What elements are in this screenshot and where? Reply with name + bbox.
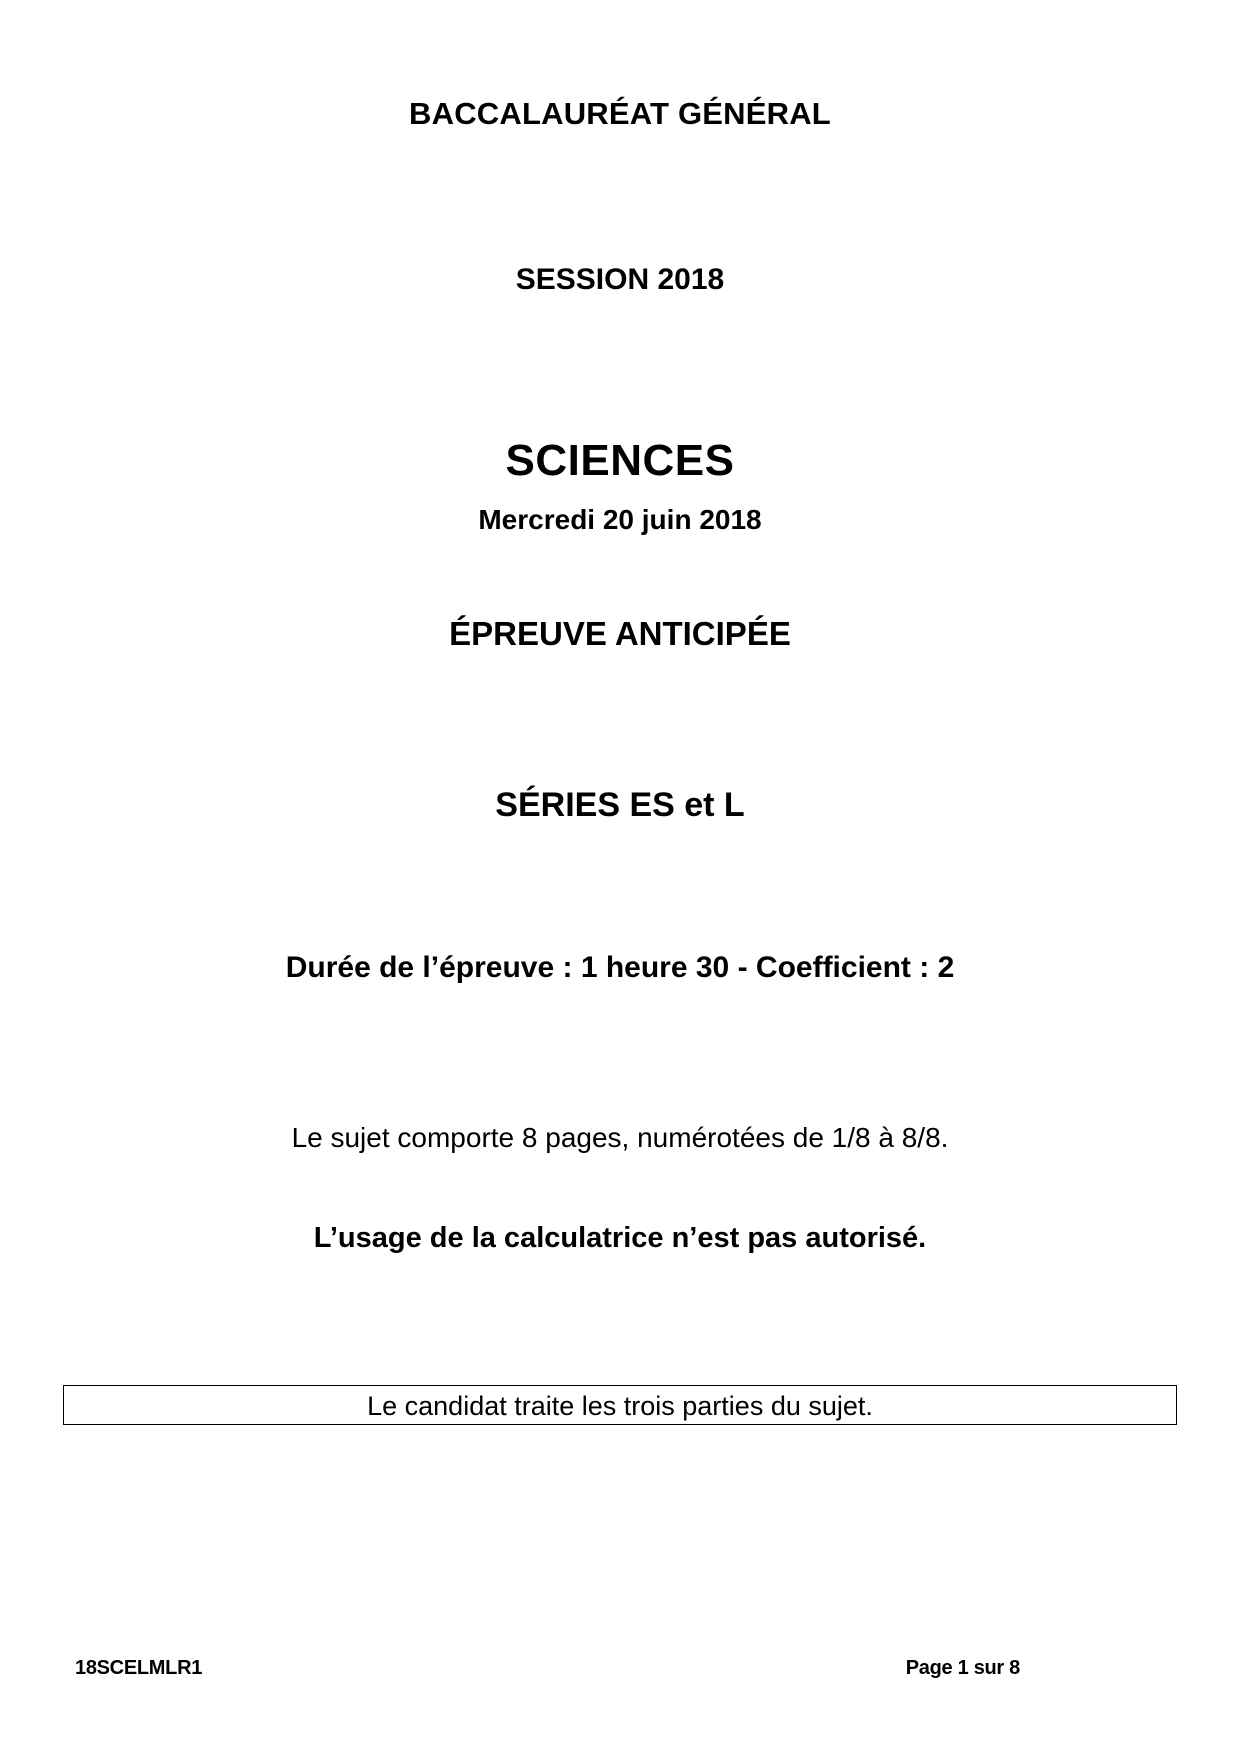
exam-title: BACCALAURÉAT GÉNÉRAL	[409, 96, 831, 131]
calculator-note: L’usage de la calculatrice n’est pas autorisé.	[313, 1222, 927, 1254]
footer-page-indicator: Page 1 sur 8	[905, 1657, 1020, 1679]
instruction-box	[63, 1385, 1177, 1425]
instruction-text: Le candidat traite les trois parties du sujet.	[367, 1391, 873, 1421]
subject-title: SCIENCES	[505, 436, 735, 485]
session-label: SESSION 2018	[515, 263, 725, 296]
series-label: SÉRIES ES et L	[495, 786, 745, 824]
exam-date: Mercredi 20 juin 2018	[478, 504, 762, 535]
footer-reference-code: 18SCELMLR1	[75, 1657, 203, 1679]
exam-type: ÉPREUVE ANTICIPÉE	[449, 615, 791, 652]
duration-coefficient: Durée de l’épreuve : 1 heure 30 - Coefficient : 2	[285, 951, 955, 984]
pages-note: Le sujet comporte 8 pages, numérotées de 1/8 à 8/8.	[291, 1122, 949, 1153]
